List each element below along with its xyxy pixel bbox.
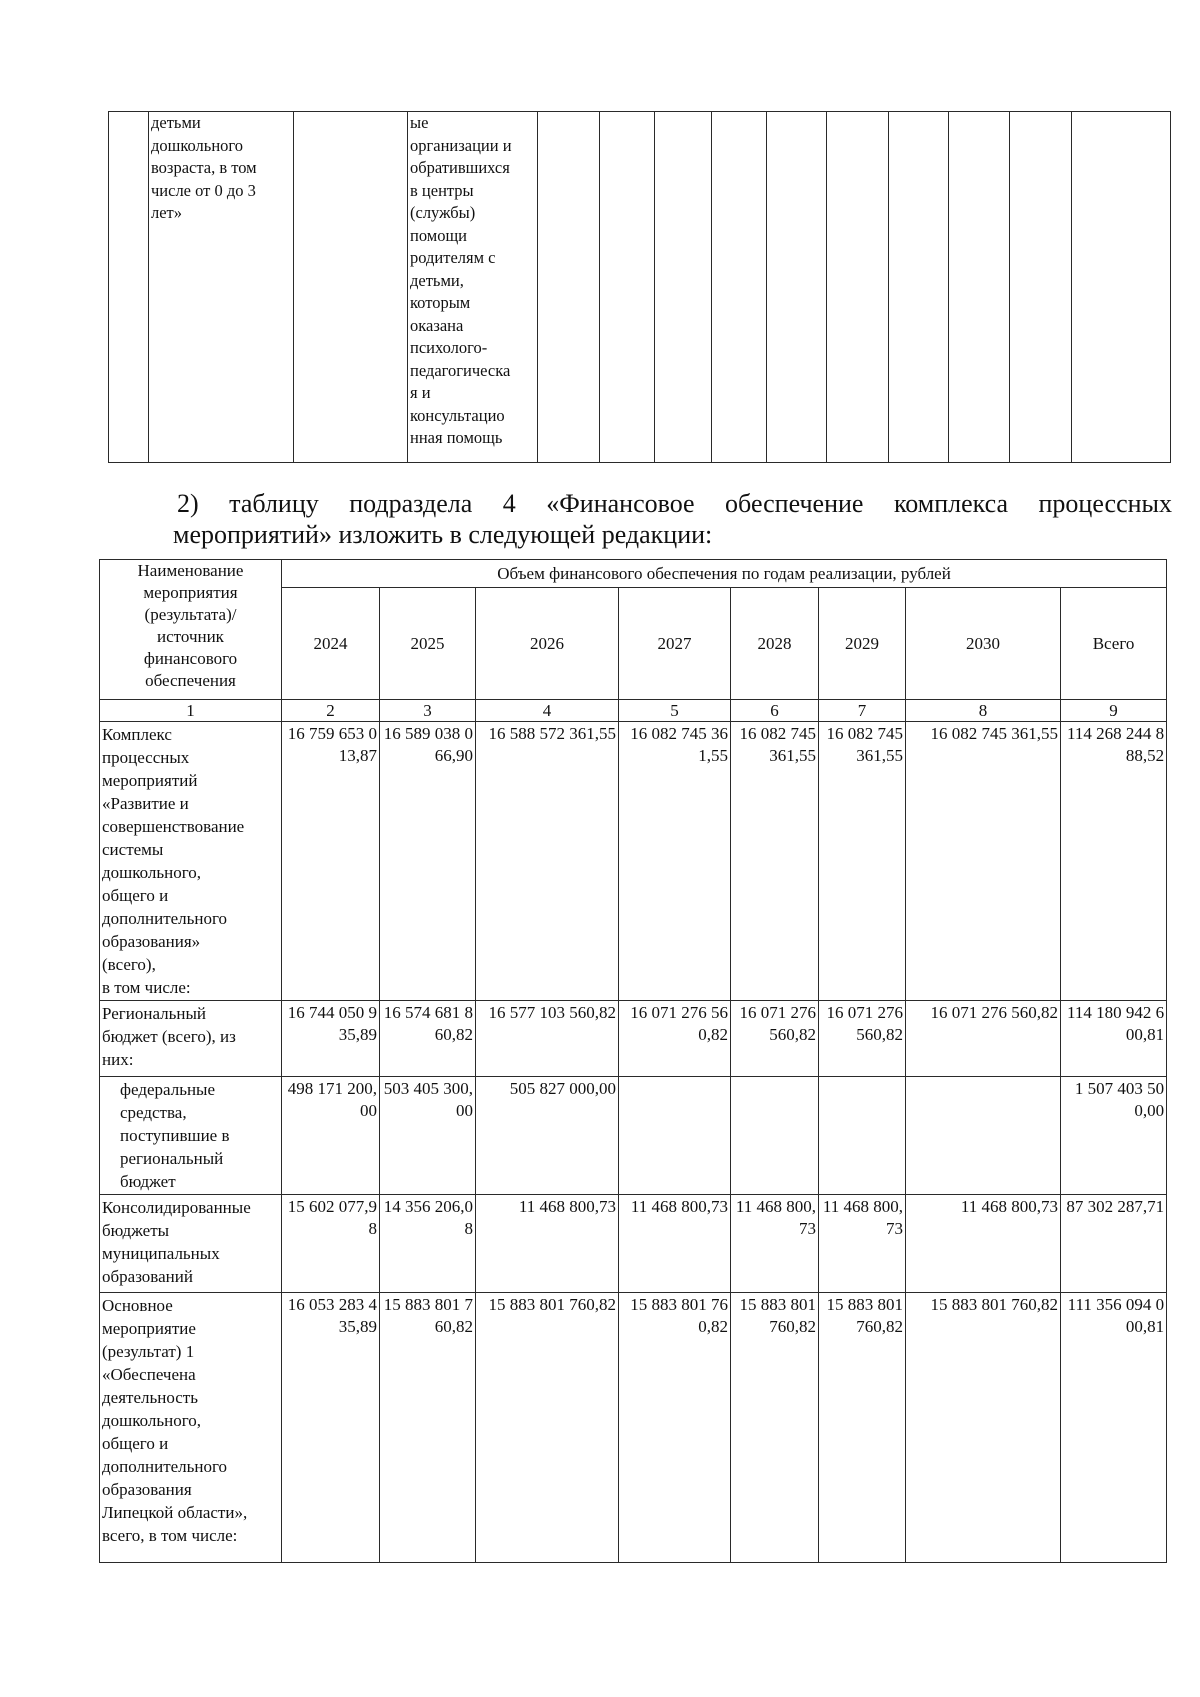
value-cell: 14 356 206,08 [380,1195,476,1293]
table-cell [1072,112,1171,463]
cell-text-line: Липецкой области», [102,1503,248,1522]
value-cell: 15 883 801 760,82 [476,1293,619,1563]
cell-text-line: образований [102,1267,193,1286]
cell-text-line: лет» [151,203,183,222]
cell-text-line: общего и [102,1434,169,1453]
value-cell [819,1077,906,1195]
intro-paragraph [173,488,1172,550]
cell-text-line: них: [102,1050,134,1069]
header-year-cell: 2029 [819,588,906,700]
cell-text-line: бюджеты [102,1221,170,1240]
cell-text-line: «Обеспечена [102,1365,196,1384]
column-number-cell: 1 [100,700,282,722]
cell-text-line: дошкольного, [102,1411,202,1430]
table-cell [889,112,949,463]
value-cell [906,1077,1061,1195]
cell-text-line: Региональный [102,1004,206,1023]
cell-text-line: обратившихся [410,158,510,177]
column-number-row [100,700,1167,722]
value-cell: 11 468 800,73 [619,1195,731,1293]
table-row [100,722,1167,1001]
column-number-cell: 8 [906,700,1061,722]
table-cell [767,112,827,463]
value-cell: 87 302 287,71 [1061,1195,1167,1293]
intro-line: 2) таблицу подраздела 4 «Финансовое обеспечение комплекса процессных [177,489,1172,518]
header-year-cell: Всего [1061,588,1167,700]
value-cell: 16 744 050 935,89 [282,1001,380,1077]
table-cell [294,112,408,463]
header-name-cell [100,560,282,700]
cell-text-line: оказана [410,315,464,335]
intro-line: мероприятий» изложить в следующей редакции: [173,520,713,549]
column-number-cell: 3 [380,700,476,722]
column-number-cell: 4 [476,700,619,722]
cell-text-line: Консолидированные [102,1198,251,1217]
value-cell: 15 883 801 760,82 [731,1293,819,1563]
cell-text-line: поступившие в [120,1126,230,1145]
value-cell: 16 071 276 560,82 [906,1001,1061,1077]
cell-text-line: (результат) 1 [102,1342,195,1361]
cell-text-line: общего и [102,886,169,905]
cell-text-line: бюджет [120,1172,176,1191]
cell-text-line: Наименование [137,561,244,580]
value-cell: 11 468 800,73 [731,1195,819,1293]
cell-text-line: я и [410,383,431,402]
table-row [100,1077,1167,1195]
header-year-cell: 2026 [476,588,619,700]
cell-text-line: совершенствование [102,817,245,836]
cell-text-line: консультацио [410,405,505,425]
cell-text-line: всего, в том числе: [102,1526,238,1545]
cell-text-line: деятельность [102,1388,198,1407]
value-cell: 505 827 000,00 [476,1077,619,1195]
cell-text-line: средства, [120,1103,187,1122]
cell-text-line: источник [157,627,224,646]
table-cell [712,112,767,463]
cell-text-line: образования [102,1480,192,1499]
value-cell [619,1077,731,1195]
cell-text-line: организации и [410,135,512,155]
column-number-cell: 9 [1061,700,1167,722]
value-cell: 503 405 300,00 [380,1077,476,1195]
row-name-cell [100,1077,282,1195]
cell-text-line: дополнительного [102,1457,228,1476]
value-cell: 16 589 038 066,90 [380,722,476,1001]
cell-text-line: психолого- [410,338,488,357]
value-cell: 16 082 745 361,55 [819,722,906,1001]
table-cell [655,112,712,463]
value-cell: 15 883 801 760,82 [619,1293,731,1563]
value-cell: 111 356 094 000,81 [1061,1293,1167,1563]
cell-text-line: Основное [102,1296,173,1315]
cell-text-line: детьми, [410,270,464,290]
value-cell: 16 071 276 560,82 [619,1001,731,1077]
value-cell: 15 602 077,98 [282,1195,380,1293]
table-row [100,1293,1167,1563]
table-cell [109,112,149,463]
table-row [100,1195,1167,1293]
value-cell: 16 588 572 361,55 [476,722,619,1001]
cell-text-line: детьми [151,113,201,132]
cell-text-line: дошкольного [151,135,244,155]
cell-text-line: дошкольного, [102,863,202,882]
cell-text-line: родителям с [410,248,496,267]
cell-text-line: процессных [102,748,190,767]
cell-text-line: (результата)/ [144,605,237,624]
column-number-cell: 2 [282,700,380,722]
cell-text-line: мероприятия [143,583,238,602]
value-cell: 16 577 103 560,82 [476,1001,619,1077]
cell-text-line: муниципальных [102,1244,220,1263]
row-name-cell [100,722,282,1001]
cell-text-line: (всего), [102,955,156,974]
table-cell [149,112,294,463]
cell-text-line: помощи [410,225,467,245]
finance-table [99,559,1167,1563]
header-year-cell: 2030 [906,588,1061,700]
value-cell: 114 268 244 888,52 [1061,722,1167,1001]
value-cell: 11 468 800,73 [819,1195,906,1293]
header-year-cell: 2024 [282,588,380,700]
cell-text-line: возраста, в том [151,158,257,177]
cell-text-line: «Развитие и [102,794,189,813]
table-cell [949,112,1010,463]
value-cell: 15 883 801 760,82 [906,1293,1061,1563]
value-cell: 11 468 800,73 [476,1195,619,1293]
value-cell: 114 180 942 600,81 [1061,1001,1167,1077]
cell-text-line: федеральные [120,1080,216,1099]
cell-text-line: обеспечения [145,671,236,690]
table-row [109,112,1171,463]
value-cell: 15 883 801 760,82 [380,1293,476,1563]
column-number-cell: 7 [819,700,906,722]
cell-text-line: системы [102,840,164,859]
cell-text-line: ые [410,113,429,132]
cell-text-line: мероприятий [102,771,198,790]
cell-text-line: финансового [143,649,238,668]
table-header-row [100,560,1167,588]
table-cell [538,112,600,463]
value-cell: 1 507 403 500,00 [1061,1077,1167,1195]
value-cell: 498 171 200,00 [282,1077,380,1195]
header-year-cell: 2028 [731,588,819,700]
table-cell [408,112,538,463]
header-group-cell: Объем финансового обеспечения по годам реализации, рублей [282,560,1167,588]
value-cell: 16 071 276 560,82 [731,1001,819,1077]
value-cell: 16 071 276 560,82 [819,1001,906,1077]
value-cell [731,1077,819,1195]
cell-text-line: дополнительного [102,909,228,928]
value-cell: 16 053 283 435,89 [282,1293,380,1563]
cell-text-line: которым [410,293,471,312]
cell-text-line: бюджет (всего), из [102,1027,236,1046]
row-name-cell [100,1195,282,1293]
cell-text-line: (службы) [410,203,476,222]
row-name-cell [100,1001,282,1077]
cell-text-line: мероприятие [102,1319,196,1338]
cell-text-line: региональный [120,1149,224,1168]
table-cell [827,112,889,463]
cell-text-line: числе от 0 до 3 [151,180,256,200]
column-number-cell: 5 [619,700,731,722]
cell-text-line: педагогическа [410,360,511,380]
value-cell: 16 082 745 361,55 [619,722,731,1001]
value-cell: 16 082 745 361,55 [731,722,819,1001]
previous-table-continuation [108,111,1171,463]
cell-text-line: нная помощь [410,428,503,447]
cell-text-line: Комплекс [102,725,172,744]
column-number-cell: 6 [731,700,819,722]
row-name-cell [100,1293,282,1563]
value-cell: 16 082 745 361,55 [906,722,1061,1001]
table-cell [600,112,655,463]
value-cell: 11 468 800,73 [906,1195,1061,1293]
header-year-cell: 2025 [380,588,476,700]
table-row [100,1001,1167,1077]
cell-text-line: образования» [102,932,201,951]
value-cell: 16 574 681 860,82 [380,1001,476,1077]
header-year-cell: 2027 [619,588,731,700]
table-cell [1010,112,1072,463]
value-cell: 16 759 653 013,87 [282,722,380,1001]
value-cell: 15 883 801 760,82 [819,1293,906,1563]
cell-text-line: в центры [410,180,474,200]
cell-text-line: в том числе: [102,978,191,997]
